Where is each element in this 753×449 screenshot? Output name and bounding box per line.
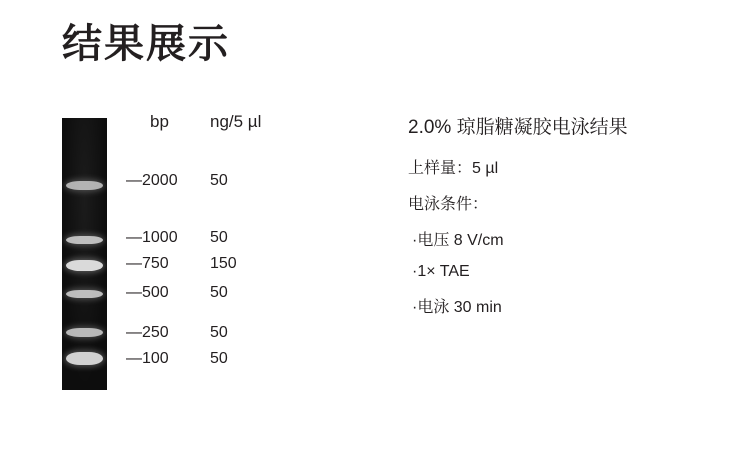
experiment-conditions-block	[408, 112, 738, 330]
ladder-bp-value: 750	[142, 255, 169, 272]
gel-band	[66, 181, 103, 190]
ladder-row	[120, 229, 305, 249]
ladder-bp-value: 2000	[142, 172, 178, 189]
ladder-tick-dash: —	[126, 255, 142, 272]
condition-line: ·电泳 30 min	[412, 299, 502, 316]
gel-band	[66, 260, 103, 271]
gel-electrophoresis-lane-image	[62, 118, 107, 390]
condition-line: ·1× TAE	[412, 263, 470, 280]
condition-line: ·电压 8 V/cm	[412, 232, 504, 249]
ladder-concentration-value: 50	[210, 284, 228, 301]
gel-band	[66, 352, 103, 365]
ladder-tick-dash: —	[126, 172, 142, 189]
gel-condition-title: 2.0% 琼脂糖凝胶电泳结果	[408, 117, 628, 138]
ladder-bp-value: 1000	[142, 229, 178, 246]
gel-band	[66, 290, 103, 298]
ladder-tick-dash: —	[126, 350, 142, 367]
ladder-tick-dash: —	[126, 229, 142, 246]
ladder-bp-value: 250	[142, 324, 169, 341]
ladder-row	[120, 172, 305, 192]
ladder-tick-dash: —	[126, 324, 142, 341]
ladder-row	[120, 255, 305, 275]
ladder-bp-value: 100	[142, 350, 169, 367]
ladder-label-table	[120, 112, 305, 392]
column-header-concentration: ng/5 µl	[210, 112, 262, 131]
column-header-bp: bp	[150, 112, 169, 131]
ladder-concentration-value: 150	[210, 255, 237, 272]
condition-line: 上样量：5 µl	[408, 160, 499, 177]
gel-band	[66, 236, 103, 244]
gel-band	[66, 328, 103, 337]
ladder-row	[120, 350, 305, 370]
ladder-concentration-value: 50	[210, 350, 228, 367]
ladder-tick-dash: —	[126, 284, 142, 301]
condition-line: 电泳条件：	[408, 196, 489, 213]
ladder-concentration-value: 50	[210, 324, 228, 341]
ladder-row	[120, 284, 305, 304]
ladder-row	[120, 324, 305, 344]
page-title: 结果展示	[62, 22, 230, 66]
ladder-concentration-value: 50	[210, 229, 228, 246]
ladder-concentration-value: 50	[210, 172, 228, 189]
ladder-bp-value: 500	[142, 284, 169, 301]
